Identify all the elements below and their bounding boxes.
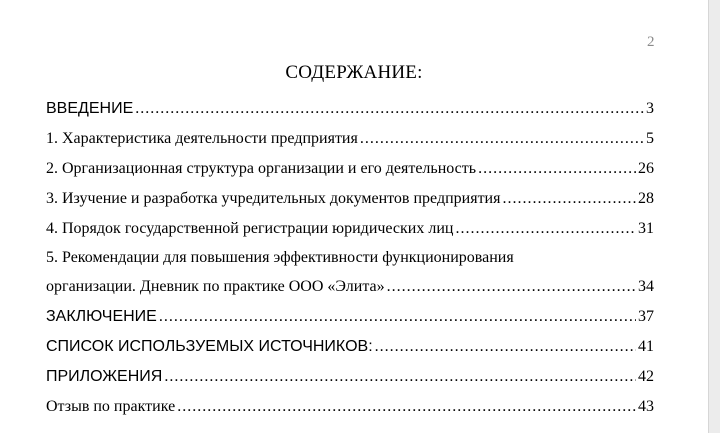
toc-entry-text: 2. Организационная структура организации и его деятельность	[46, 160, 477, 177]
toc-entry-page: 43	[638, 398, 654, 415]
toc-leader-dots	[478, 154, 636, 184]
toc-leader-dots	[177, 392, 636, 422]
toc-leader-dots	[360, 124, 644, 154]
toc-entry-page: 37	[638, 308, 654, 325]
toc-entry	[46, 124, 654, 154]
toc-entry-page: 28	[638, 190, 654, 207]
toc-entry-page: 5	[646, 130, 654, 147]
toc-entry-text: СПИСОК ИСПОЛЬЗУЕМЫХ ИСТОЧНИКОВ:	[46, 338, 373, 355]
page-number: 2	[647, 34, 655, 50]
toc-entry-text: ВВЕДЕНИЕ	[46, 100, 134, 117]
toc-entry-text-line1: 5. Рекомендации для повышения эффективности функционирования	[46, 249, 514, 266]
toc-entry	[46, 94, 654, 124]
toc-entry-page: 26	[638, 160, 654, 177]
toc-leader-dots	[159, 302, 636, 332]
toc-entry-text: организации. Дневник по практике ООО «Элита»	[46, 278, 385, 295]
toc-leader-dots	[387, 272, 636, 302]
toc-entry-text: 1. Характеристика деятельности предприятия	[46, 130, 358, 147]
toc-entry	[46, 302, 654, 332]
toc-entry-page: 41	[638, 338, 654, 355]
toc-entry	[46, 184, 654, 214]
toc-title: СОДЕРЖАНИЕ:	[285, 62, 423, 83]
toc-entry-page: 3	[646, 100, 654, 117]
toc-entry	[46, 392, 654, 422]
toc-leader-dots	[164, 362, 636, 392]
toc-entry-text: ПРИЛОЖЕНИЯ	[46, 368, 163, 385]
toc-entry-line1	[46, 244, 654, 272]
table-of-contents	[46, 94, 654, 422]
toc-entry-text: 4. Порядок государственной регистрации юридических лиц	[46, 220, 454, 237]
toc-entry-page: 31	[638, 220, 654, 237]
toc-entry-page: 34	[638, 278, 654, 295]
toc-entry-text: 3. Изучение и разработка учредительных документов предприятия	[46, 190, 501, 207]
toc-entry	[46, 332, 654, 362]
toc-entry-page: 42	[638, 368, 654, 385]
toc-entry	[46, 272, 654, 302]
toc-entry	[46, 154, 654, 184]
toc-leader-dots	[135, 94, 644, 124]
toc-entry	[46, 214, 654, 244]
toc-leader-dots	[375, 332, 636, 362]
toc-entry-text: ЗАКЛЮЧЕНИЕ	[46, 308, 157, 325]
toc-leader-dots	[455, 214, 636, 244]
toc-entry	[46, 362, 654, 392]
toc-entry-text: Отзыв по практике	[46, 398, 176, 415]
toc-leader-dots	[502, 184, 636, 214]
